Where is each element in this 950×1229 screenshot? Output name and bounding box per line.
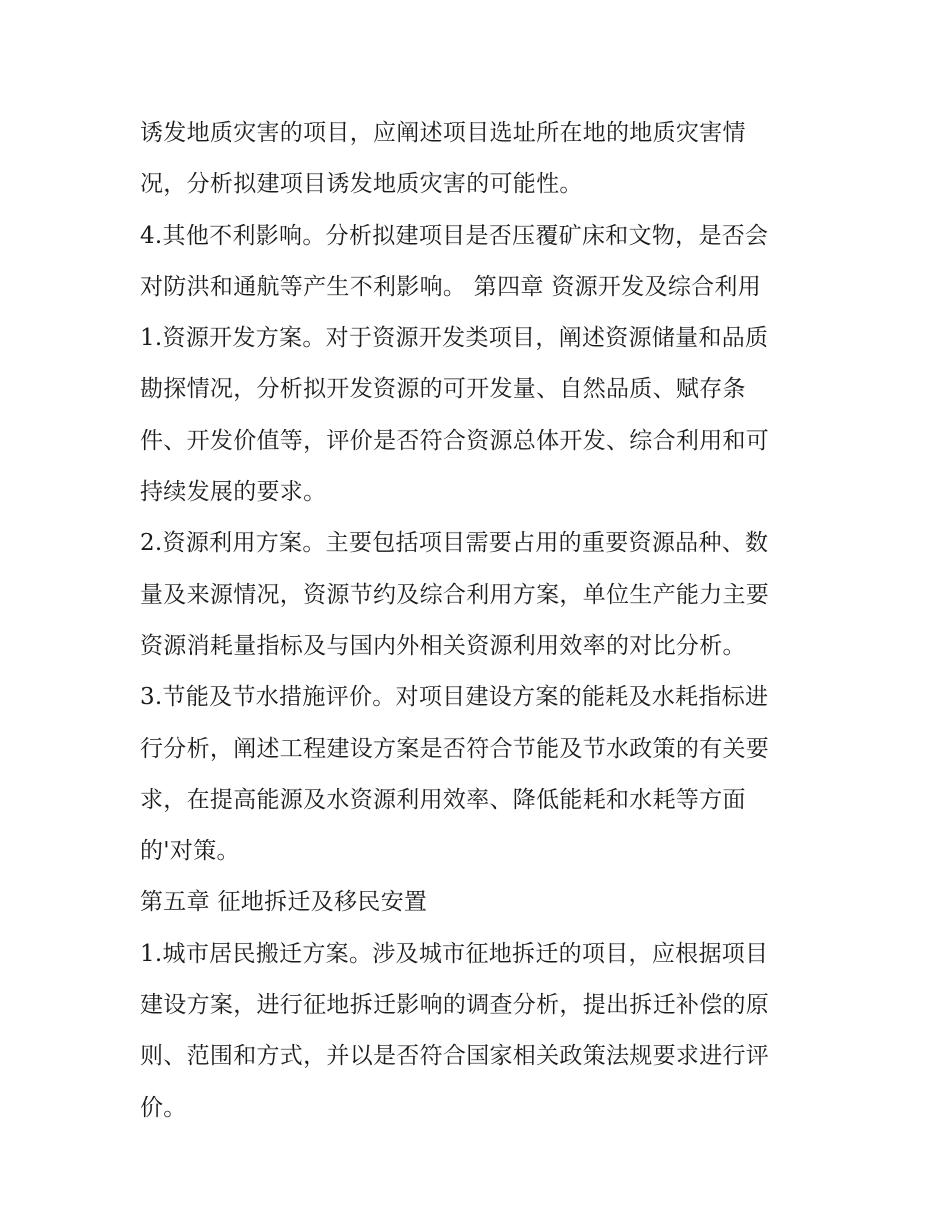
text-line: 则、范围和方式，并以是否符合国家相关政策法规要求进行评	[140, 1043, 770, 1070]
text-line: 的'对策。	[140, 838, 240, 865]
text-line: 4.其他不利影响。分析拟建项目是否压覆矿床和文物，是否会	[140, 222, 769, 249]
text-line: 1.城市居民搬迁方案。涉及城市征地拆迁的项目，应根据项目	[140, 940, 769, 967]
text-line: 况，分析拟建项目诱发地质灾害的可能性。	[140, 171, 583, 198]
text-line: 勘探情况，分析拟开发资源的可开发量、自然品质、赋存条	[140, 376, 746, 403]
text-line: 求，在提高能源及水资源利用效率、降低能耗和水耗等方面	[140, 786, 746, 813]
text-line: 量及来源情况，资源节约及综合利用方案，单位生产能力主要	[140, 581, 770, 608]
text-line: 件、开发价值等，评价是否符合资源总体开发、综合利用和可	[140, 427, 770, 454]
text-line: 对防洪和通航等产生不利影响。 第四章 资源开发及综合利用	[140, 273, 762, 300]
text-line: 1.资源开发方案。对于资源开发类项目，阐述资源储量和品质	[140, 325, 769, 352]
text-line: 建设方案，进行征地拆迁影响的调查分析，提出拆迁补偿的原	[140, 992, 770, 1019]
text-line: 诱发地质灾害的项目，应阐述项目选址所在地的地质灾害情	[140, 120, 746, 146]
text-line: 3.节能及节水措施评价。对项目建设方案的能耗及水耗指标进	[140, 684, 769, 711]
document-body	[140, 108, 820, 1134]
text-line: 持续发展的要求。	[140, 479, 327, 506]
text-line: 价。	[140, 1094, 187, 1121]
text-line: 行分析，阐述工程建设方案是否符合节能及节水政策的有关要	[140, 735, 770, 762]
text-line: 资源消耗量指标及与国内外相关资源利用效率的对比分析。	[140, 632, 746, 659]
text-line: 2.资源利用方案。主要包括项目需要占用的重要资源品种、数	[140, 530, 769, 557]
section-heading: 第五章 征地拆迁及移民安置	[140, 889, 428, 916]
